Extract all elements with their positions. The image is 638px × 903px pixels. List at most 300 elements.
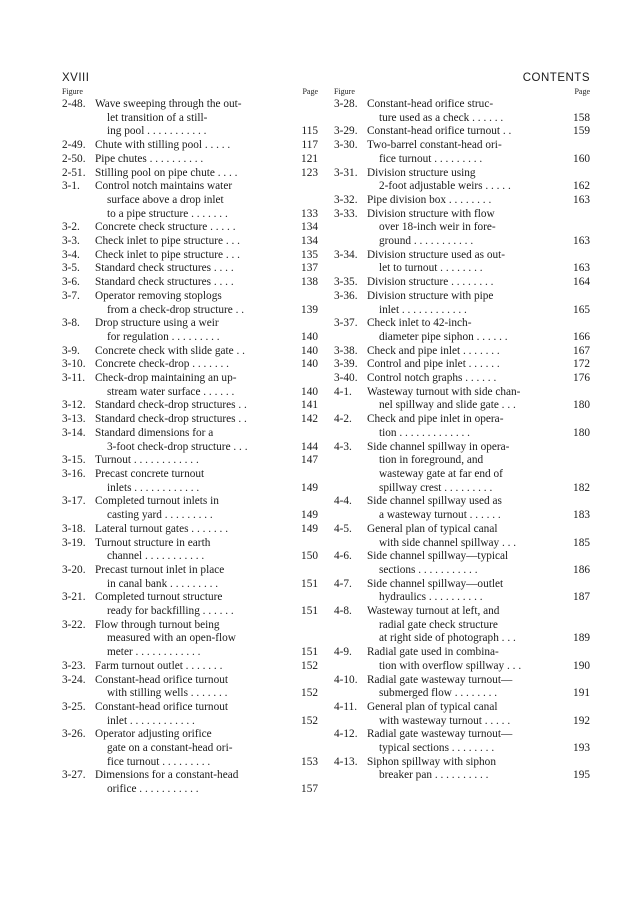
page-number: 163 <box>573 235 590 248</box>
figure-caption <box>95 454 318 468</box>
figure-caption <box>95 139 318 153</box>
caption-line: Radial gate wasteway turnout— <box>367 673 513 686</box>
caption-line: with wasteway turnout . . . . . <box>379 714 511 727</box>
figure-entry <box>334 756 590 783</box>
caption-line: in canal bank . . . . . . . . . <box>107 577 219 590</box>
section-title: CONTENTS <box>522 72 590 84</box>
figure-number: 3-12. <box>62 399 86 412</box>
caption-line: fice turnout . . . . . . . . . <box>107 755 211 768</box>
figure-entry <box>334 646 590 673</box>
page-column-label: Page <box>302 87 318 96</box>
caption-line: Flow through turnout being <box>95 618 220 631</box>
figure-caption <box>95 674 318 701</box>
figure-entry <box>62 537 318 564</box>
caption-line: Concrete check-drop . . . . . . . <box>95 358 229 371</box>
figure-caption <box>367 372 590 386</box>
figure-entry <box>334 372 590 386</box>
page-number: 180 <box>573 426 590 439</box>
page-number-roman: XVIII <box>62 72 90 84</box>
page-number: 159 <box>573 125 590 138</box>
figure-entry <box>62 98 318 139</box>
figure-caption <box>95 276 318 290</box>
figure-entry <box>62 427 318 454</box>
page-number: 149 <box>301 522 318 535</box>
caption-line: hydraulics . . . . . . . . . . <box>379 591 483 604</box>
figure-entry <box>62 276 318 290</box>
figure-entry <box>62 290 318 317</box>
figure-number: 3-19. <box>62 536 86 549</box>
figure-number: 4-10. <box>334 673 358 686</box>
figure-caption <box>95 769 318 796</box>
caption-line: inlet . . . . . . . . . . . . <box>379 303 467 316</box>
figure-entry <box>62 358 318 372</box>
figure-entry <box>334 701 590 728</box>
figure-number: 3-16. <box>62 467 86 480</box>
figure-entry <box>334 550 590 577</box>
figure-caption <box>95 153 318 167</box>
page-number: 158 <box>573 111 590 124</box>
caption-line: Wasteway turnout at left, and <box>367 605 500 618</box>
figure-caption <box>367 125 590 139</box>
figure-number: 4-7. <box>334 577 352 590</box>
figure-number: 3-31. <box>334 166 358 179</box>
caption-line: Division structure . . . . . . . . <box>367 276 494 289</box>
figure-number: 3-26. <box>62 728 86 741</box>
caption-line: Operator removing stoplogs <box>95 289 222 302</box>
page-number: 183 <box>573 509 590 522</box>
figure-caption <box>367 345 590 359</box>
caption-line: Control and pipe inlet . . . . . . <box>367 358 500 371</box>
figure-caption <box>95 262 318 276</box>
figure-number: 4-13. <box>334 755 358 768</box>
page-number: 151 <box>301 646 318 659</box>
figure-caption <box>95 167 318 181</box>
page-number: 123 <box>301 166 318 179</box>
figure-entry <box>62 769 318 796</box>
caption-line: Radial gate wasteway turnout— <box>367 728 513 741</box>
figure-entry <box>62 468 318 495</box>
page-number: 140 <box>301 358 318 371</box>
caption-line: with side channel spillway . . . <box>379 536 517 549</box>
figure-entry <box>334 317 590 344</box>
caption-line: at right side of photograph . . . <box>379 632 516 645</box>
page-number: 134 <box>301 221 318 234</box>
caption-line: Completed turnout structure <box>95 591 223 604</box>
page-number: 138 <box>301 276 318 289</box>
figure-caption <box>367 167 590 194</box>
figure-number: 3-23. <box>62 659 86 672</box>
page-number: 115 <box>301 125 318 138</box>
figure-entry <box>334 139 590 166</box>
caption-line: let transition of a still- <box>107 111 208 124</box>
figure-number: 3-37. <box>334 317 358 330</box>
figure-caption <box>95 537 318 564</box>
figure-number: 3-6. <box>62 276 80 289</box>
page-number: 193 <box>573 742 590 755</box>
page-number: 141 <box>301 399 318 412</box>
page-number: 134 <box>301 235 318 248</box>
figure-caption <box>367 290 590 317</box>
figure-entry <box>62 619 318 660</box>
figure-entry <box>62 701 318 728</box>
toc-column-right <box>334 86 590 783</box>
figure-caption <box>95 591 318 618</box>
figure-entry <box>62 262 318 276</box>
figure-caption <box>95 372 318 399</box>
figure-caption <box>367 317 590 344</box>
figure-number: 3-3. <box>62 235 80 248</box>
figure-number: 3-8. <box>62 317 80 330</box>
figure-number: 3-14. <box>62 426 86 439</box>
caption-line: 3-foot check-drop structure . . . <box>107 440 248 453</box>
figure-entry <box>334 345 590 359</box>
figure-entry <box>334 578 590 605</box>
page-number: 144 <box>301 440 318 453</box>
caption-line: Constant-head orifice turnout <box>95 673 229 686</box>
page-number: 151 <box>301 577 318 590</box>
figure-caption <box>95 701 318 728</box>
caption-line: tion with overflow spillway . . . <box>379 659 522 672</box>
caption-line: radial gate check structure <box>379 618 498 631</box>
page-number: 147 <box>301 454 318 467</box>
figure-number: 3-32. <box>334 193 358 206</box>
caption-line: diameter pipe siphon . . . . . . <box>379 330 508 343</box>
figure-number: 3-28. <box>334 98 358 110</box>
caption-line: Standard check structures . . . . <box>95 262 234 275</box>
figure-number: 3-33. <box>334 207 358 220</box>
figure-entry <box>62 495 318 522</box>
figure-caption <box>367 523 590 550</box>
page-number: 137 <box>301 262 318 275</box>
figure-caption <box>367 208 590 249</box>
figure-caption <box>95 235 318 249</box>
figure-number: 3-24. <box>62 673 86 686</box>
caption-line: channel . . . . . . . . . . . <box>107 550 205 563</box>
figure-caption <box>95 98 318 139</box>
figure-entry <box>62 249 318 263</box>
page-number: 166 <box>573 330 590 343</box>
caption-line: Check-drop maintaining an up- <box>95 372 237 385</box>
caption-line: Pipe division box . . . . . . . . <box>367 193 492 206</box>
caption-line: Stilling pool on pipe chute . . . . <box>95 166 238 179</box>
caption-line: Constant-head orifice turnout . . <box>367 125 512 138</box>
caption-line: submerged flow . . . . . . . . <box>379 687 498 700</box>
figure-caption <box>95 221 318 235</box>
figure-number: 4-6. <box>334 550 352 563</box>
caption-line: tion in foreground, and <box>379 454 484 467</box>
page-number: 140 <box>301 385 318 398</box>
figure-entry <box>62 674 318 701</box>
page-number: 163 <box>573 193 590 206</box>
figure-caption <box>95 619 318 660</box>
page-number: 117 <box>301 139 318 152</box>
figure-entry <box>62 235 318 249</box>
page-number: 149 <box>301 509 318 522</box>
figure-entry <box>334 167 590 194</box>
figure-number: 3-25. <box>62 700 86 713</box>
caption-line: Standard dimensions for a <box>95 426 214 439</box>
page-number: 162 <box>573 180 590 193</box>
caption-line: a wasteway turnout . . . . . . <box>379 509 501 522</box>
caption-line: Dimensions for a constant-head <box>95 769 239 782</box>
figure-caption <box>367 756 590 783</box>
figure-caption <box>95 468 318 495</box>
figure-entry <box>334 125 590 139</box>
figure-caption <box>95 249 318 263</box>
caption-line: Standard check-drop structures . . <box>95 399 247 412</box>
figure-caption <box>367 386 590 413</box>
figure-caption <box>367 728 590 755</box>
figure-caption <box>95 660 318 674</box>
figure-entry <box>334 386 590 413</box>
caption-line: typical sections . . . . . . . . <box>379 742 495 755</box>
caption-line: Control notch maintains water <box>95 180 233 193</box>
figure-number: 3-9. <box>62 344 80 357</box>
figure-number: 2-50. <box>62 152 86 165</box>
caption-line: nel spillway and slide gate . . . <box>379 399 516 412</box>
caption-line: inlets . . . . . . . . . . . . <box>107 481 200 494</box>
figure-entry <box>62 399 318 413</box>
page-number: 182 <box>573 481 590 494</box>
caption-line: Concrete check with slide gate . . <box>95 344 245 357</box>
figure-caption <box>367 413 590 440</box>
figure-entry <box>62 180 318 221</box>
caption-line: breaker pan . . . . . . . . . . <box>379 769 489 782</box>
figure-caption <box>367 358 590 372</box>
page-number: 140 <box>301 344 318 357</box>
caption-line: Precast concrete turnout <box>95 467 205 480</box>
figure-entry <box>62 317 318 344</box>
figure-number: 3-13. <box>62 413 86 426</box>
figure-entry <box>334 674 590 701</box>
figure-entry <box>62 167 318 181</box>
caption-line: orifice . . . . . . . . . . . <box>107 783 199 796</box>
caption-line: inlet . . . . . . . . . . . . <box>107 714 195 727</box>
figure-entry <box>62 523 318 537</box>
caption-line: let to turnout . . . . . . . . <box>379 262 483 275</box>
page-number: 152 <box>301 687 318 700</box>
figure-caption <box>95 728 318 769</box>
caption-line: Chute with stilling pool . . . . . <box>95 139 231 152</box>
figure-caption <box>367 441 590 496</box>
figure-caption <box>95 358 318 372</box>
page-number: 164 <box>573 276 590 289</box>
caption-line: Wasteway turnout with side chan- <box>367 385 521 398</box>
figure-number: 4-8. <box>334 605 352 618</box>
figure-entry <box>62 564 318 591</box>
figure-number: 3-17. <box>62 495 86 508</box>
caption-line: ture used as a check . . . . . . <box>379 111 504 124</box>
caption-line: tion . . . . . . . . . . . . . <box>379 426 471 439</box>
figure-caption <box>367 98 590 125</box>
caption-line: Concrete check structure . . . . . <box>95 221 236 234</box>
figure-column-label: Figure <box>334 87 355 96</box>
figure-number: 3-34. <box>334 248 358 261</box>
caption-line: Lateral turnout gates . . . . . . . <box>95 522 229 535</box>
figure-entry <box>334 495 590 522</box>
figure-entry <box>334 249 590 276</box>
caption-line: Side channel spillway used as <box>367 495 502 508</box>
caption-line: Side channel spillway—typical <box>367 550 509 563</box>
column-header <box>334 86 590 97</box>
figure-number: 3-38. <box>334 344 358 357</box>
figure-number: 3-15. <box>62 454 86 467</box>
figure-caption <box>95 564 318 591</box>
page-number: 167 <box>573 344 590 357</box>
figure-list <box>62 98 318 797</box>
page-number: 187 <box>573 591 590 604</box>
figure-entry <box>334 605 590 646</box>
caption-line: Side channel spillway in opera- <box>367 440 510 453</box>
figure-caption <box>367 605 590 646</box>
caption-line: surface above a drop inlet <box>107 193 224 206</box>
caption-line: with stilling wells . . . . . . . <box>107 687 228 700</box>
caption-line: ready for backfilling . . . . . . <box>107 605 234 618</box>
figure-entry <box>334 728 590 755</box>
caption-line: Division structure used as out- <box>367 248 506 261</box>
figure-number: 3-20. <box>62 563 86 576</box>
page-number: 195 <box>573 769 590 782</box>
figure-number: 4-1. <box>334 385 352 398</box>
page-number: 163 <box>573 262 590 275</box>
caption-line: Precast turnout inlet in place <box>95 563 225 576</box>
figure-caption <box>367 646 590 673</box>
figure-entry <box>334 290 590 317</box>
caption-line: Check inlet to 42-inch- <box>367 317 472 330</box>
caption-line: for regulation . . . . . . . . . <box>107 330 220 343</box>
page-number: 142 <box>301 413 318 426</box>
caption-line: stream water surface . . . . . . <box>107 385 235 398</box>
page-number: 186 <box>573 563 590 576</box>
figure-caption <box>367 674 590 701</box>
caption-line: Farm turnout outlet . . . . . . . <box>95 659 223 672</box>
figure-entry <box>62 221 318 235</box>
figure-caption <box>95 495 318 522</box>
caption-line: over 18-inch weir in fore- <box>379 221 496 234</box>
caption-line: Control notch graphs . . . . . . <box>367 372 497 385</box>
figure-number: 3-30. <box>334 139 358 152</box>
page-number: 133 <box>301 207 318 220</box>
figure-caption <box>95 290 318 317</box>
caption-line: Division structure with pipe <box>367 289 494 302</box>
caption-line: measured with an open-flow <box>107 632 236 645</box>
figure-entry <box>334 208 590 249</box>
page-number: 191 <box>573 687 590 700</box>
caption-line: 2-foot adjustable weirs . . . . . <box>379 180 511 193</box>
figure-entry <box>62 153 318 167</box>
figure-caption <box>95 523 318 537</box>
figure-list <box>334 98 590 783</box>
figure-entry <box>62 139 318 153</box>
caption-line: Check and pipe inlet in opera- <box>367 413 504 426</box>
figure-number: 4-9. <box>334 646 352 659</box>
caption-line: Division structure using <box>367 166 476 179</box>
caption-line: Constant-head orifice struc- <box>367 98 494 110</box>
figure-number: 3-10. <box>62 358 86 371</box>
column-header <box>62 86 318 97</box>
figure-number: 3-35. <box>334 276 358 289</box>
figure-number: 3-7. <box>62 289 80 302</box>
figure-entry <box>334 276 590 290</box>
caption-line: casting yard . . . . . . . . . <box>107 509 213 522</box>
figure-number: 3-29. <box>334 125 358 138</box>
figure-caption <box>367 578 590 605</box>
page-column-label: Page <box>574 87 590 96</box>
figure-number: 3-18. <box>62 522 86 535</box>
figure-entry <box>334 98 590 125</box>
caption-line: General plan of typical canal <box>367 700 498 713</box>
figure-entry <box>62 591 318 618</box>
caption-line: ground . . . . . . . . . . . <box>379 235 474 248</box>
figure-caption <box>367 276 590 290</box>
caption-line: gate on a constant-head ori- <box>107 742 233 755</box>
caption-line: to a pipe structure . . . . . . . <box>107 207 228 220</box>
caption-line: Siphon spillway with siphon <box>367 755 496 768</box>
figure-caption <box>367 701 590 728</box>
figure-caption <box>367 249 590 276</box>
figure-entry <box>62 454 318 468</box>
page-number: 165 <box>573 303 590 316</box>
figure-number: 3-4. <box>62 248 80 261</box>
page-number: 149 <box>301 481 318 494</box>
figure-number: 3-11. <box>62 372 86 385</box>
caption-line: from a check-drop structure . . <box>107 303 245 316</box>
page-number: 152 <box>301 714 318 727</box>
figure-caption <box>95 399 318 413</box>
figure-caption <box>367 495 590 522</box>
figure-entry <box>334 523 590 550</box>
caption-line: meter . . . . . . . . . . . . <box>107 646 201 659</box>
figure-entry <box>334 194 590 208</box>
caption-line: Turnout . . . . . . . . . . . . <box>95 454 199 467</box>
caption-line: Drop structure using a weir <box>95 317 219 330</box>
figure-entry <box>334 358 590 372</box>
caption-line: Check and pipe inlet . . . . . . . <box>367 344 500 357</box>
caption-line: Standard check-drop structures . . <box>95 413 247 426</box>
page-number: 135 <box>301 248 318 261</box>
caption-line: Radial gate used in combina- <box>367 646 499 659</box>
figure-number: 3-1. <box>62 180 80 193</box>
caption-line: spillway crest . . . . . . . . . <box>379 481 493 494</box>
figure-number: 4-3. <box>334 440 352 453</box>
figure-entry <box>62 413 318 427</box>
figure-number: 3-36. <box>334 289 358 302</box>
page-number: 160 <box>573 152 590 165</box>
caption-line: Pipe chutes . . . . . . . . . . <box>95 152 204 165</box>
caption-line: ing pool . . . . . . . . . . . <box>107 125 207 138</box>
figure-caption <box>95 413 318 427</box>
figure-entry <box>62 372 318 399</box>
figure-number: 4-2. <box>334 413 352 426</box>
figure-entry <box>62 345 318 359</box>
page-number: 189 <box>573 632 590 645</box>
figure-caption <box>367 139 590 166</box>
page-number: 121 <box>301 152 318 165</box>
figure-number: 2-51. <box>62 166 86 179</box>
caption-line: fice turnout . . . . . . . . . <box>379 152 483 165</box>
page-number: 151 <box>301 605 318 618</box>
page-number: 157 <box>301 783 318 796</box>
figure-number: 2-48. <box>62 98 86 110</box>
caption-line: Division structure with flow <box>367 207 495 220</box>
figure-number: 4-4. <box>334 495 352 508</box>
figure-caption <box>95 345 318 359</box>
figure-number: 3-21. <box>62 591 86 604</box>
figure-caption <box>95 427 318 454</box>
figure-caption <box>95 317 318 344</box>
caption-line: Turnout structure in earth <box>95 536 211 549</box>
toc-column-left <box>62 86 318 797</box>
